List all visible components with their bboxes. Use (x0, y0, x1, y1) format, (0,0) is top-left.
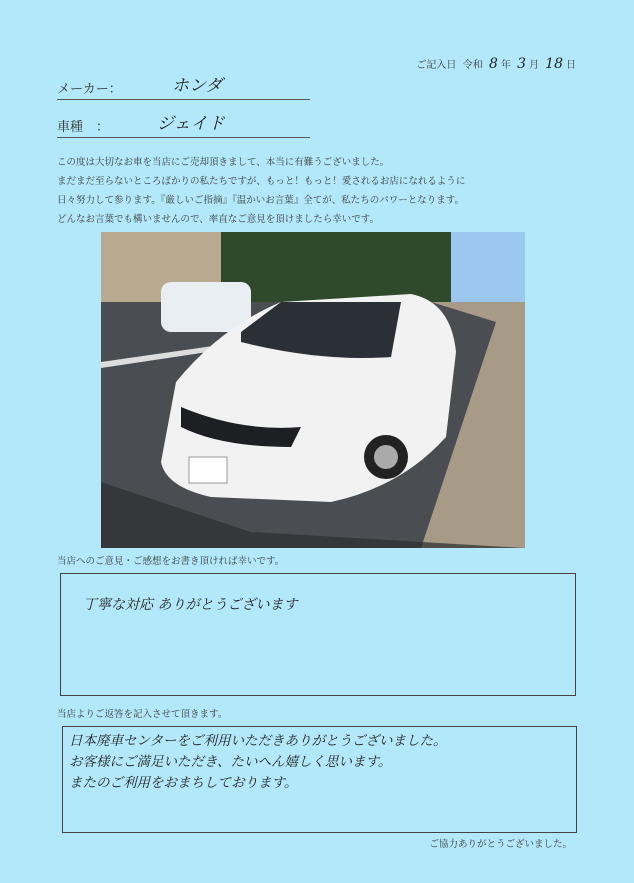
reply-line: 日本廃車センターをご利用いただきありがとうございました。 (69, 733, 447, 749)
date-year: 8 (488, 56, 498, 72)
feedback-box (60, 573, 576, 696)
date-label: ご記入日 (416, 60, 457, 71)
date-era: 令和 (462, 60, 483, 71)
maker-value: ホンダ (172, 76, 223, 96)
feedback-label: 当店へのご意見・ご感想をお書き頂ければ幸いです。 (57, 556, 285, 567)
intro-line: どんなお言葉でも構いませんので、率直なご意見を頂けましたら幸いです。 (57, 214, 380, 225)
intro-line: 日々努力して参ります。『厳しいご指摘』『温かいお言葉』全てが、私たちのパワーとなります。 (57, 195, 464, 206)
reply-box (62, 726, 577, 833)
parked-van (161, 282, 251, 332)
intro-text (57, 153, 465, 229)
month-unit: 月 (528, 60, 539, 71)
year-unit: 年 (500, 60, 511, 71)
model-field (57, 115, 310, 138)
closing-text: ご協力ありがとうございました。 (429, 839, 572, 850)
intro-line: まだまだ至らないところばかりの私たちですが、もっと！もっと！愛されるお店になれるように (57, 176, 466, 187)
reply-line: またのご利用をおまちしております。 (69, 775, 298, 791)
day-unit: 日 (566, 60, 576, 71)
intro-line: この度は大切なお車を当店にご売却頂きまして、本当に有難うございました。 (57, 157, 390, 168)
maker-field (57, 77, 310, 100)
date-month: 3 (517, 56, 526, 72)
maker-label: メーカー： (57, 82, 122, 97)
model-label: 車種 ： (57, 120, 110, 135)
entry-date (416, 56, 576, 72)
car-photo (101, 232, 525, 548)
reply-line: お客様にご満足いただき、たいへん嬉しく思います。 (69, 754, 392, 770)
model-value: ジェイド (157, 114, 225, 134)
reply-label: 当店よりご返答を記入させて頂きます。 (57, 709, 228, 720)
trees (221, 232, 451, 302)
feedback-text: 丁寧な対応 ありがとうございます (83, 597, 298, 613)
date-day: 18 (545, 56, 563, 72)
